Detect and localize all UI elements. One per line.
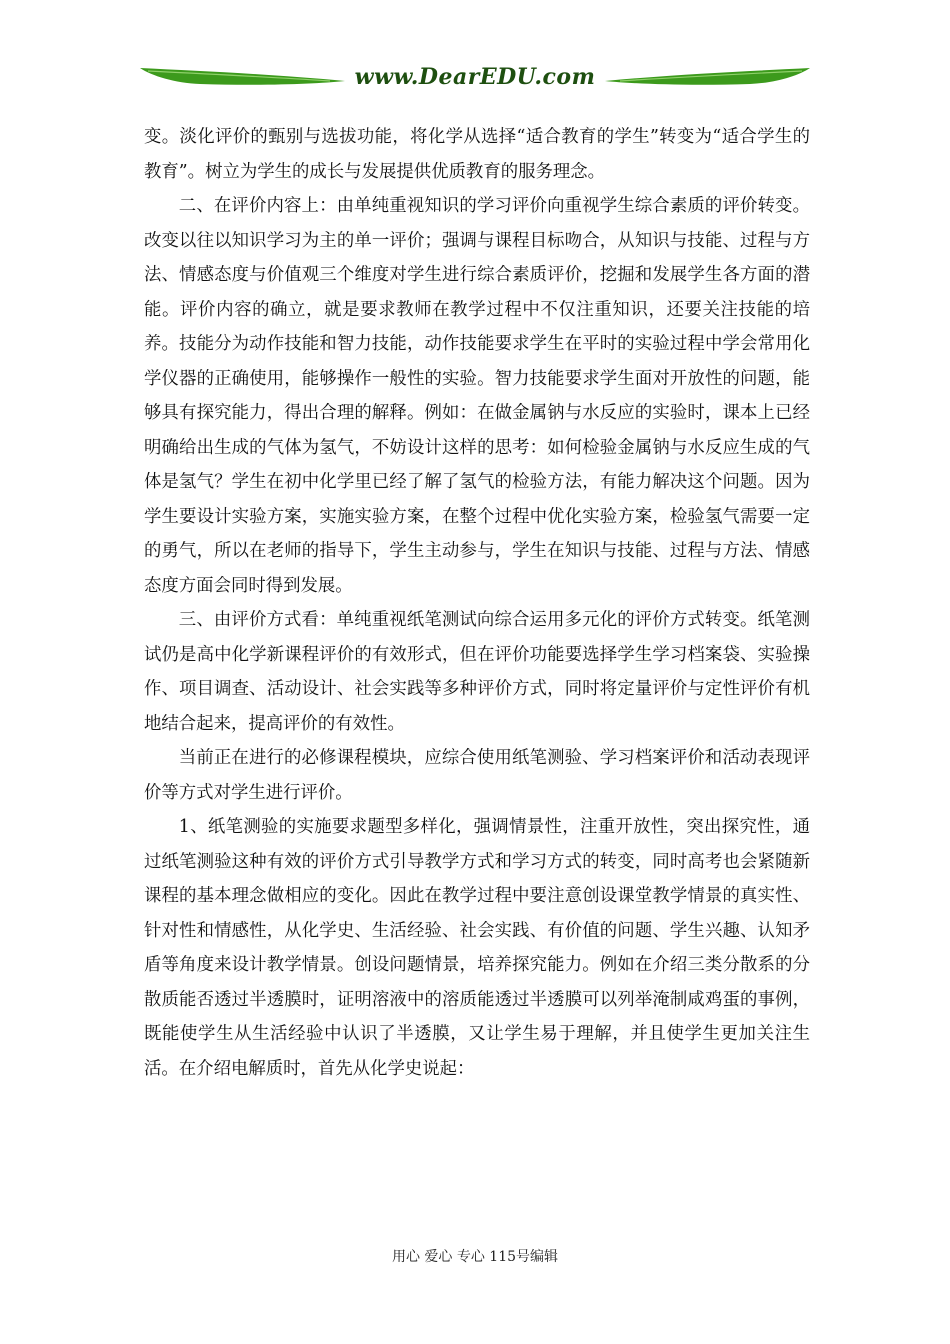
page-header bbox=[140, 62, 810, 94]
site-logo-text: www.DearEDU.com bbox=[354, 64, 596, 90]
document-body bbox=[144, 120, 810, 1086]
page-footer: 用心 爱心 专心 115号编辑 bbox=[391, 1249, 559, 1265]
paragraph-evaluation-content: 二、在评价内容上：由单纯重视知识的学习评价向重视学生综合素质的评价转变。改变以往以知识学习为主的单一评价；强调与课程目标吻合，从知识与技能、过程与方法、情感态度与价值观三个维度对学生进行综合素质评价，挖掘和发展学生各方面的潜能。评价内容的确立，就是要求教师在教学过程中不仅注重知识，还要关注技能的培养。技能分为动作技能和智力技能，动作技能要求学生在平时的实验过程中学会常用化学仪器的正确使用，能够操作一般性的实验。智力技能要求学生面对开放性的问题，能够具有探究能力，得出合理的解释。例如：在做金属钠与水反应的实验时，课本上已经明确给出生成的气体为氢气，不妨设计这样的思考：如何检验金属钠与水反应生成的气体是氢气？学生在初中化学里已经了解了氢气的检验方法，有能力解决这个问题。因为学生要设计实验方案，实施实验方案，在整个过程中优化实验方案，检验氢气需要一定的勇气，所以在老师的指导下，学生主动参与，学生在知识与技能、过程与方法、情感态度方面会同时得到发展。 bbox=[144, 196, 810, 596]
paragraph-written-test: 1、纸笔测验的实施要求题型多样化，强调情景性，注重开放性，突出探究性，通过纸笔测验这种有效的评价方式引导教学方式和学习方式的转变，同时高考也会紧随新课程的基本理念做相应的变化。因此在教学过程中要注意创设课堂教学情景的真实性、针对性和情感性，从化学史、生活经验、社会实践、有价值的问题、学生兴趣、认知矛盾等角度来设计教学情景。创设问题情景，培养探究能力。例如在介绍三类分散系的分散质能否透过半透膜时，证明溶液中的溶质能透过半透膜可以列举淹制咸鸡蛋的事例，既能使学生从生活经验中认识了半透膜，又让学生易于理解，并且使学生更加关注生活。在介绍电解质时，首先从化学史说起： bbox=[144, 817, 810, 1079]
paragraph-evaluation-method: 三、由评价方式看：单纯重视纸笔测试向综合运用多元化的评价方式转变。纸笔测试仍是高中化学新课程评价的有效形式，但在评价功能要选择学生学习档案袋、实验操作、项目调查、活动设计、社会实践等多种评价方式，同时将定量评价与定性评价有机地结合起来，提高评价的有效性。 bbox=[144, 610, 810, 734]
paragraph-required-modules: 当前正在进行的必修课程模块，应综合使用纸笔测验、学习档案评价和活动表现评价等方式对学生进行评价。 bbox=[144, 748, 810, 803]
paragraph-continuation: 变。淡化评价的甄别与选拔功能，将化学从选择“适合教育的学生”转变为“适合学生的教育”。树立为学生的成长与发展提供优质教育的服务理念。 bbox=[144, 127, 810, 182]
